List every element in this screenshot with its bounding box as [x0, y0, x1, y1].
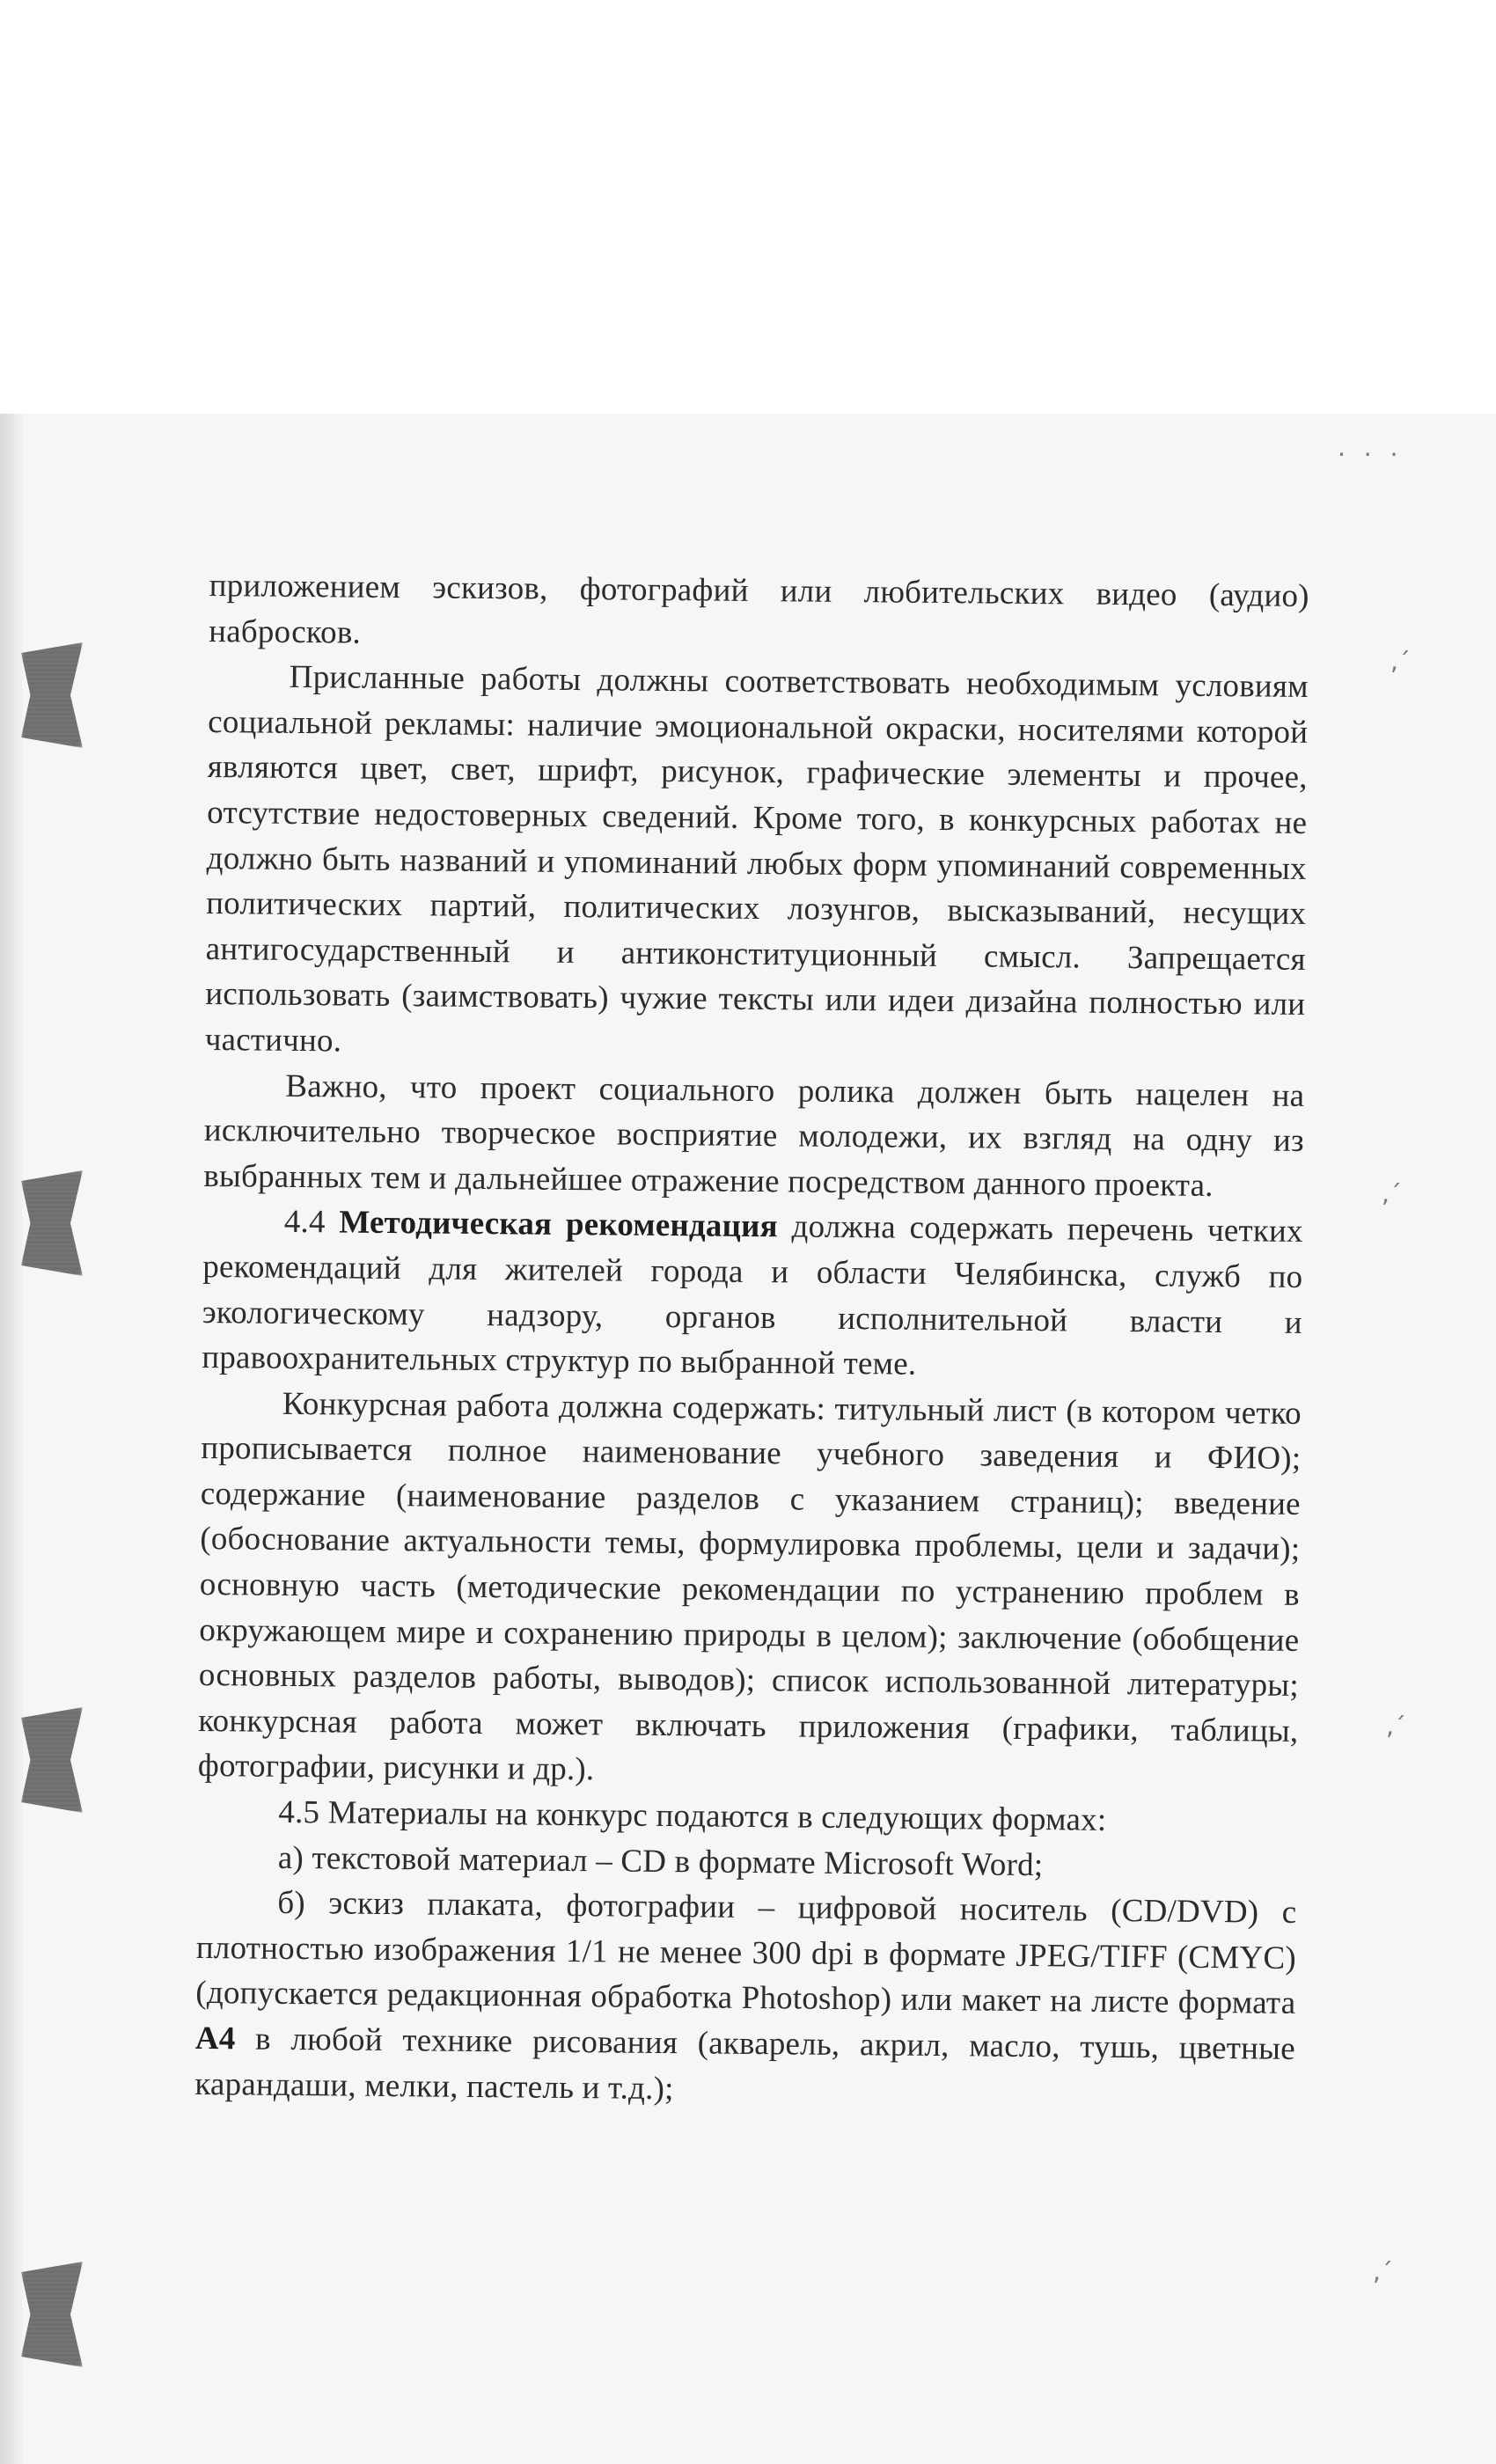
section-heading: Методическая рекомендация [339, 1204, 779, 1245]
paragraph-text: 4.5 Материалы на конкурс подаются в следующих формах: [278, 1793, 1107, 1838]
paragraph-video-project [203, 1063, 1304, 1210]
paragraph-text: Конкурсная работа должна содержать: титульный лист (в котором четко прописывается полное наименование учебного заведения и ФИО); содержание (наименование разделов с указанием страниц); введение (обоснование актуальности темы, формулировка проблемы, цели и задачи); основную часть (методические рекомендации по устранению проблем в окружающем мире и сохранению природы в целом); заключение (обобщение основных разделов работы, выводов); список использованной литературы; конкурсная работа может включать приложения (графики, таблицы, фотографии, рисунки и др.). [197, 1385, 1302, 1788]
document-body [194, 563, 1309, 2117]
paragraph-text: приложением эскизов, фотографий или любительских видео (аудио) набросков. [209, 567, 1309, 651]
paragraph-methodical-recommendation [202, 1199, 1303, 1390]
scan-noise-mark: ,ˊ [1373, 2257, 1393, 2286]
scan-noise-mark: · · · [1338, 440, 1404, 469]
paragraph-text: Важно, что проект социального ролика должен быть нацелен на исключительно творческое восприятие молодежи, их взгляд на одну из выбранных тем и дальнейшее отражение посредством данного проекта. [203, 1067, 1305, 1204]
list-item-poster-sketch [194, 1880, 1296, 2117]
paragraph-social-ad-conditions [205, 654, 1309, 1073]
paragraph-text: в любой технике рисования (акварель, акрил, масло, тушь, цветные карандаши, мелки, пастель и т.д.); [194, 2020, 1296, 2107]
paragraph-work-contents [198, 1381, 1302, 1800]
scan-noise-mark: ,ˊ [1382, 1179, 1402, 1208]
format-emphasis: А4 [194, 2020, 236, 2057]
section-number: 4.4 [283, 1204, 340, 1241]
scan-noise-mark: ,ˊ [1386, 1712, 1406, 1741]
paragraph-text: должна содержать перечень четких рекомендаций для жителей города и области Челябинска, служб по экологическому надзору, органов исполнительной власти и правоохранительных структур по выбранной теме. [202, 1208, 1303, 1382]
scan-noise-mark: ,ˊ [1390, 647, 1411, 676]
paragraph-text: Присланные работы должны соответствовать необходимым условиям социальной рекламы: наличие эмоциональной окраски, носителями которой являются цвет, свет, шрифт, рисунок, графические элементы и прочее, отсутствие недостоверных сведений. Кроме того, в конкурсных работах не должно быть названий и упоминаний любых форм упоминаний современных политических партий, политических лозунгов, высказываний, несущих антигосударственный и антиконституционный смысл. Запрещается использовать (заимствовать) чужие тексты или идеи дизайна полностью или частично. [204, 659, 1309, 1060]
paragraph-text: б) эскиз плаката, фотографии – цифровой носитель (CD/DVD) с плотностью изображения 1/1 не менее 300 dpi в формате JPEG/TIFF (CMYC) (допускается редакционная обработка Photoshop) или макет на листе формата [195, 1885, 1297, 2022]
paragraph-text: а) текстовой материал – CD в формате Microsoft Word; [277, 1839, 1044, 1883]
scan-edge-shadow [0, 414, 23, 2464]
paragraph-sketch-attachments [209, 563, 1309, 664]
